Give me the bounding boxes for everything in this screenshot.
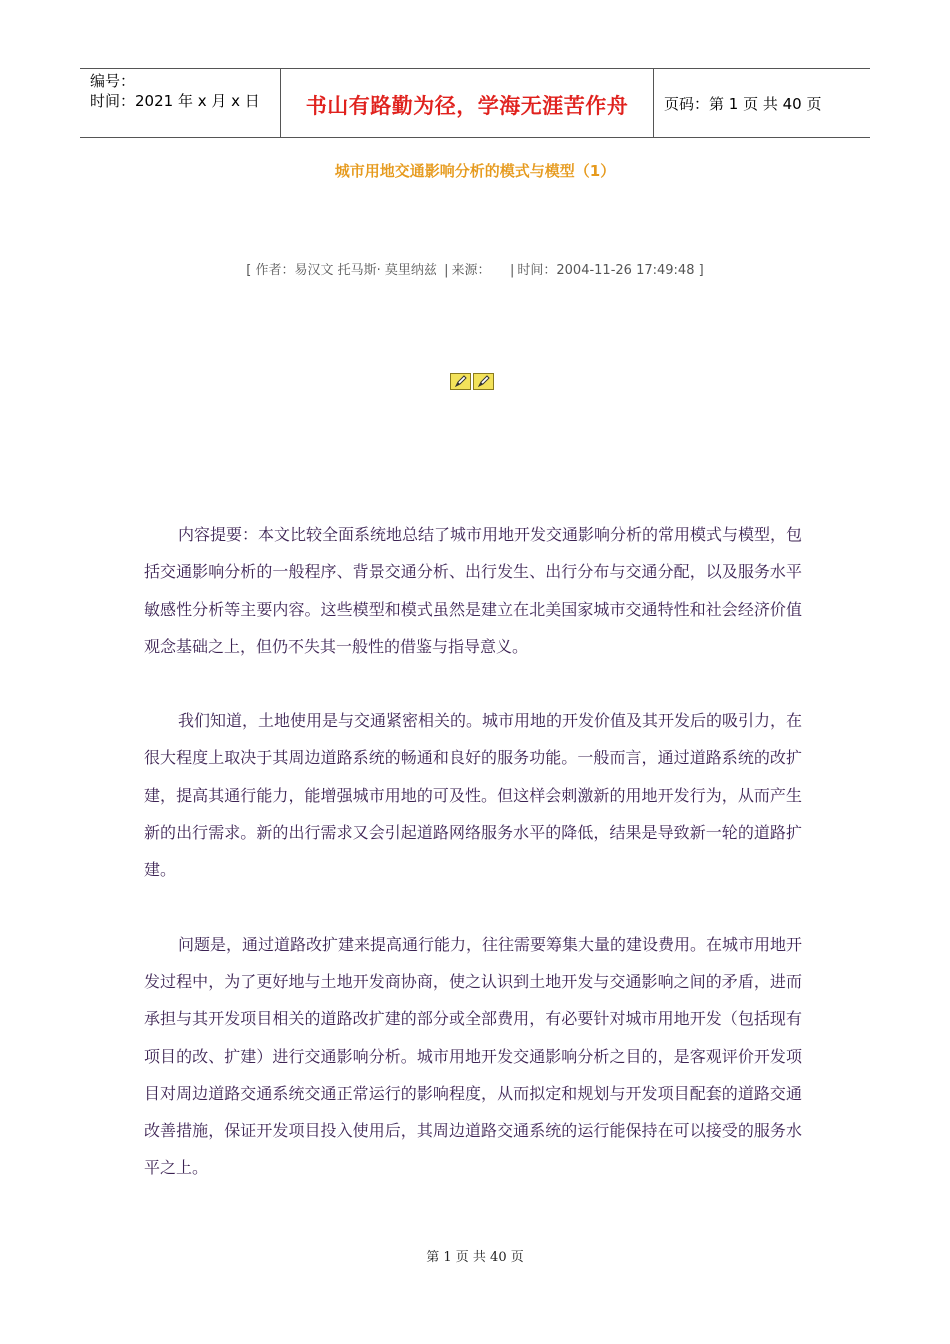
article-meta <box>0 259 950 278</box>
paragraph: 我们知道，土地使用是与交通紧密相关的。城市用地的开发价值及其开发后的吸引力，在很大程度上取决于其周边道路系统的畅通和良好的服务功能。一般而言，通过道路系统的改扩建，提高其通行能力，能增强城市用地的可及性。但这样会刺激新的用地开发行为，从而产生新的出行需求。新的出行需求又会引起道路网络服务水平的降低，结果是导致新一轮的道路扩建。 <box>144 711 803 880</box>
meta-open-bracket: [ <box>246 263 252 278</box>
meta-divider: | <box>510 263 515 278</box>
number-label: 编号： <box>90 72 136 90</box>
motto: 书山有路勤为径，学海无涯苦作舟 <box>305 94 629 118</box>
header-page-cell <box>654 69 870 137</box>
meta-divider: | <box>444 263 449 278</box>
meta-author: 作者：易汉文 托马斯· 莫里纳兹 <box>255 263 437 278</box>
header-motto-cell <box>281 69 654 137</box>
toolbar-icons <box>450 373 494 390</box>
meta-source: 来源： <box>451 263 491 278</box>
article-title: 城市用地交通影响分析的模式与模型（1） <box>334 162 616 180</box>
pencil-icon[interactable] <box>450 373 471 390</box>
paragraph: 内容提要：本文比较全面系统地总结了城市用地开发交通影响分析的常用模式与模型，包括交通影响分析的一般程序、背景交通分析、出行发生、出行分布与交通分配，以及服务水平敏感性分析等主要内容。这些模型和模式虽然是建立在北美国家城市交通特性和社会经济价值观念基础之上，但仍不失其一般性的借鉴与指导意义。 <box>144 525 803 656</box>
page-label: 页码：第 1 页 共 40 页 <box>664 94 822 113</box>
pencil-icon[interactable] <box>473 373 494 390</box>
document-header <box>80 68 870 138</box>
article-body <box>144 516 802 1224</box>
header-info-cell <box>80 69 281 137</box>
meta-close-bracket: ] <box>698 263 704 278</box>
paragraph: 问题是，通过道路改扩建来提高通行能力，往往需要筹集大量的建设费用。在城市用地开发过程中，为了更好地与土地开发商协商，使之认识到土地开发与交通影响之间的矛盾，进而承担与其开发项目相关的道路改扩建的部分或全部费用，有必要针对城市用地开发（包括现有项目的改、扩建）进行交通影响分析。城市用地开发交通影响分析之目的，是客观评价开发项目对周边道路交通系统交通正常运行的影响程度，从而拟定和规划与开发项目配套的道路交通改善措施，保证开发项目投入使用后，其周边道路交通系统的运行能保持在可以接受的服务水平之上。 <box>144 934 803 1178</box>
time-label: 时间：2021 年 x 月 x 日 <box>90 92 260 110</box>
meta-time: 时间：2004-11-26 17:49:48 <box>517 263 695 278</box>
page-footer: 第 1 页 共 40 页 <box>426 1250 524 1265</box>
